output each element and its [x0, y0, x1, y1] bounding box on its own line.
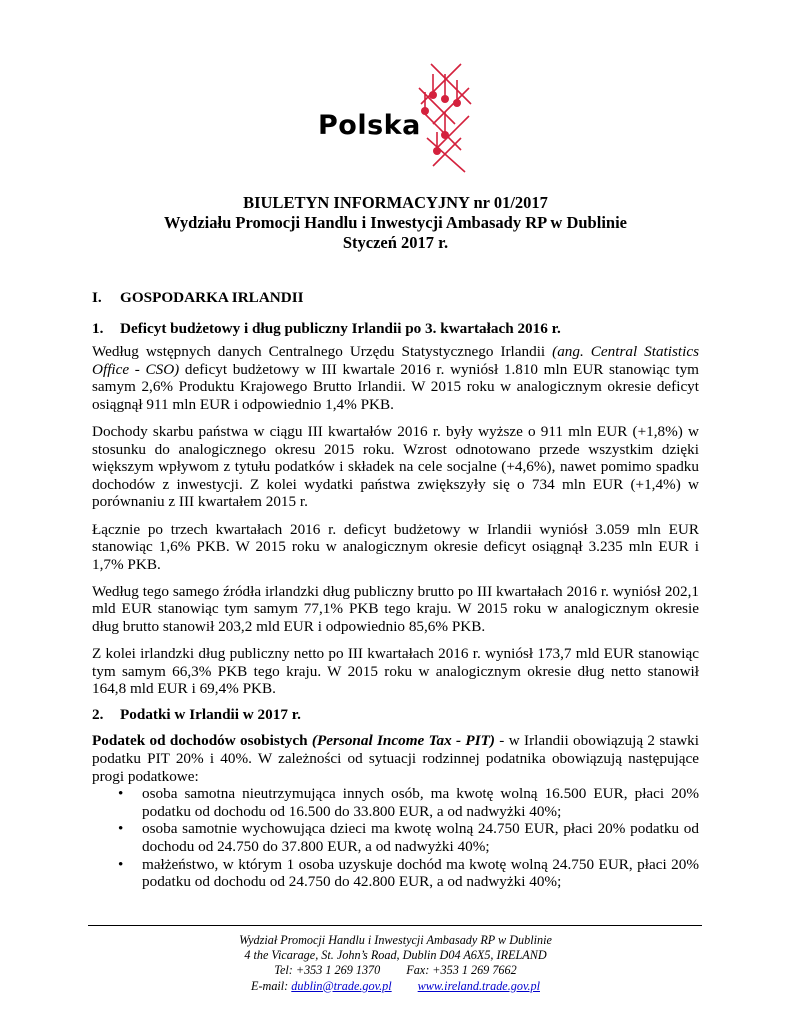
bulletin-title: BIULETYN INFORMACYJNY nr 01/2017: [243, 193, 548, 212]
subsection-title: Deficyt budżetowy i dług publiczny Irlandii po 3. kwartałach 2016 r.: [120, 319, 561, 337]
footer-address: 4 the Vicarage, St. John’s Road, Dublin D04 A6X5, IRELAND: [244, 948, 547, 963]
paragraph-2: Dochody skarbu państwa w ciągu III kwartałów 2016 r. były wyższe o 911 mln EUR (+1,8%) w stosunku do analogicznego okresu 2015 roku. Wzrost odnotowano przede wszystkim dzięki większym wpływom z tytułu podatków i składek na cele socjalne (+4,6%), nawet pomimo spadku dochodów z inwestycji. Z kolei wydatki państwa zwiększyły się o 734 mln EUR (+1,4%) w porównaniu z III kwartałem 2015 r.: [92, 423, 699, 511]
polska-logo-emblem-icon: [413, 62, 475, 174]
section-heading: [92, 289, 699, 307]
paragraph-bold-italic: (Personal Income Tax - PIT): [311, 732, 495, 750]
paragraph-italic: (ang. Central Statistics Office - CSO): [92, 343, 699, 378]
paragraph-6: [92, 732, 699, 785]
bulletin-department: Wydziału Promocji Handlu i Inwestycji Ambasady RP w Dublinie: [164, 213, 627, 232]
subsection-heading-1: [92, 320, 699, 338]
bulletin-date: Styczeń 2017 r.: [342, 233, 449, 252]
paragraph-bold: Podatek od dochodów osobistych: [92, 732, 312, 750]
paragraph-text: Według wstępnych danych Centralnego Urzędu Statystycznego Irlandii: [92, 343, 553, 361]
tax-thresholds-list: [92, 785, 699, 891]
subsection-title: Podatki w Irlandii w 2017 r.: [120, 705, 301, 723]
paragraph-text: - w Irlandii obowiązują 2 stawki podatku PIT 20% i 40%. W zależności od sytuacji rodzinnej podatnika obowiązują następujące progi podatkowe:: [92, 732, 699, 785]
paragraph-5: Z kolei irlandzki dług publiczny netto po III kwartałach 2016 r. wyniósł 173,7 mld EUR stanowiąc tym samym 66,3% PKB tego kraju. W 2015 roku w analogicznym okresie dług netto stanowił 164,8 mld EUR i 69,4% PKB.: [92, 645, 699, 698]
bulletin-header: [0, 193, 791, 253]
subsection-number: 2.: [92, 705, 104, 723]
paragraph-text: deficyt budżetowy w III kwartale 2016 r. wyniósł 1.810 mln EUR stanowiąc tym samym 2,6% Produktu Krajowego Brutto Irlandii. W 2015 roku w analogicznym okresie deficyt osiągnął 911 mln EUR i odpowiednio 1,4% PKB.: [92, 360, 699, 413]
website-link[interactable]: www.ireland.trade.gov.pl: [417, 978, 540, 993]
footer-email-label: E-mail:: [251, 978, 292, 993]
footer-divider: [88, 925, 702, 926]
footer-department: Wydział Promocji Handlu i Inwestycji Ambasady RP w Dublinie: [239, 933, 552, 947]
polska-logo: [318, 62, 478, 174]
document-body: [92, 284, 699, 891]
footer-phone-fax: [0, 963, 791, 978]
section-number: I.: [92, 289, 102, 306]
paragraph-4: Według tego samego źródła irlandzki dług publiczny brutto po III kwartałach 2016 r. wyniósł 202,1 mld EUR stanowiąc tym samym 77,1% PKB tego kraju. W 2015 roku w analogicznym okresie dług brutto stanowił 203,2 mld EUR i odpowiednio 85,6% PKB.: [92, 582, 699, 635]
footer-tel: Tel: +353 1 269 1370: [274, 963, 381, 978]
subsection-number: 1.: [92, 319, 104, 337]
email-link[interactable]: dublin@trade.gov.pl: [291, 978, 392, 993]
footer: [0, 933, 791, 994]
paragraph-1: [92, 343, 699, 413]
list-item: • osoba samotna nieutrzymująca innych osób, ma kwotę wolną 16.500 EUR, płaci 20% podatku od dochodu od 16.500 do 33.800 EUR, a od nadwyżki 40%;: [142, 785, 699, 820]
footer-contact: [0, 979, 791, 994]
logo-text: Polska: [318, 110, 421, 141]
list-item: • małżeństwo, w którym 1 osoba uzyskuje dochód ma kwotę wolną 24.750 EUR, płaci 20% podatku od dochodu od 24.750 do 42.800 EUR, a od nadwyżki 40%;: [142, 856, 699, 891]
footer-fax: Fax: +353 1 269 7662: [406, 963, 517, 978]
subsection-heading-2: [92, 706, 699, 724]
section-title: GOSPODARKA IRLANDII: [120, 289, 304, 306]
list-item: • osoba samotnie wychowująca dzieci ma kwotę wolną 24.750 EUR, płaci 20% podatku od dochodu od 24.750 do 37.800 EUR, a od nadwyżki 40%;: [142, 820, 699, 855]
paragraph-3: Łącznie po trzech kwartałach 2016 r. deficyt budżetowy w Irlandii wyniósł 3.059 mln EUR stanowiąc 1,6% PKB. W 2015 roku w analogicznym okresie deficyt osiągnął 3.235 mln EUR i 1,7% PKB.: [92, 520, 699, 573]
